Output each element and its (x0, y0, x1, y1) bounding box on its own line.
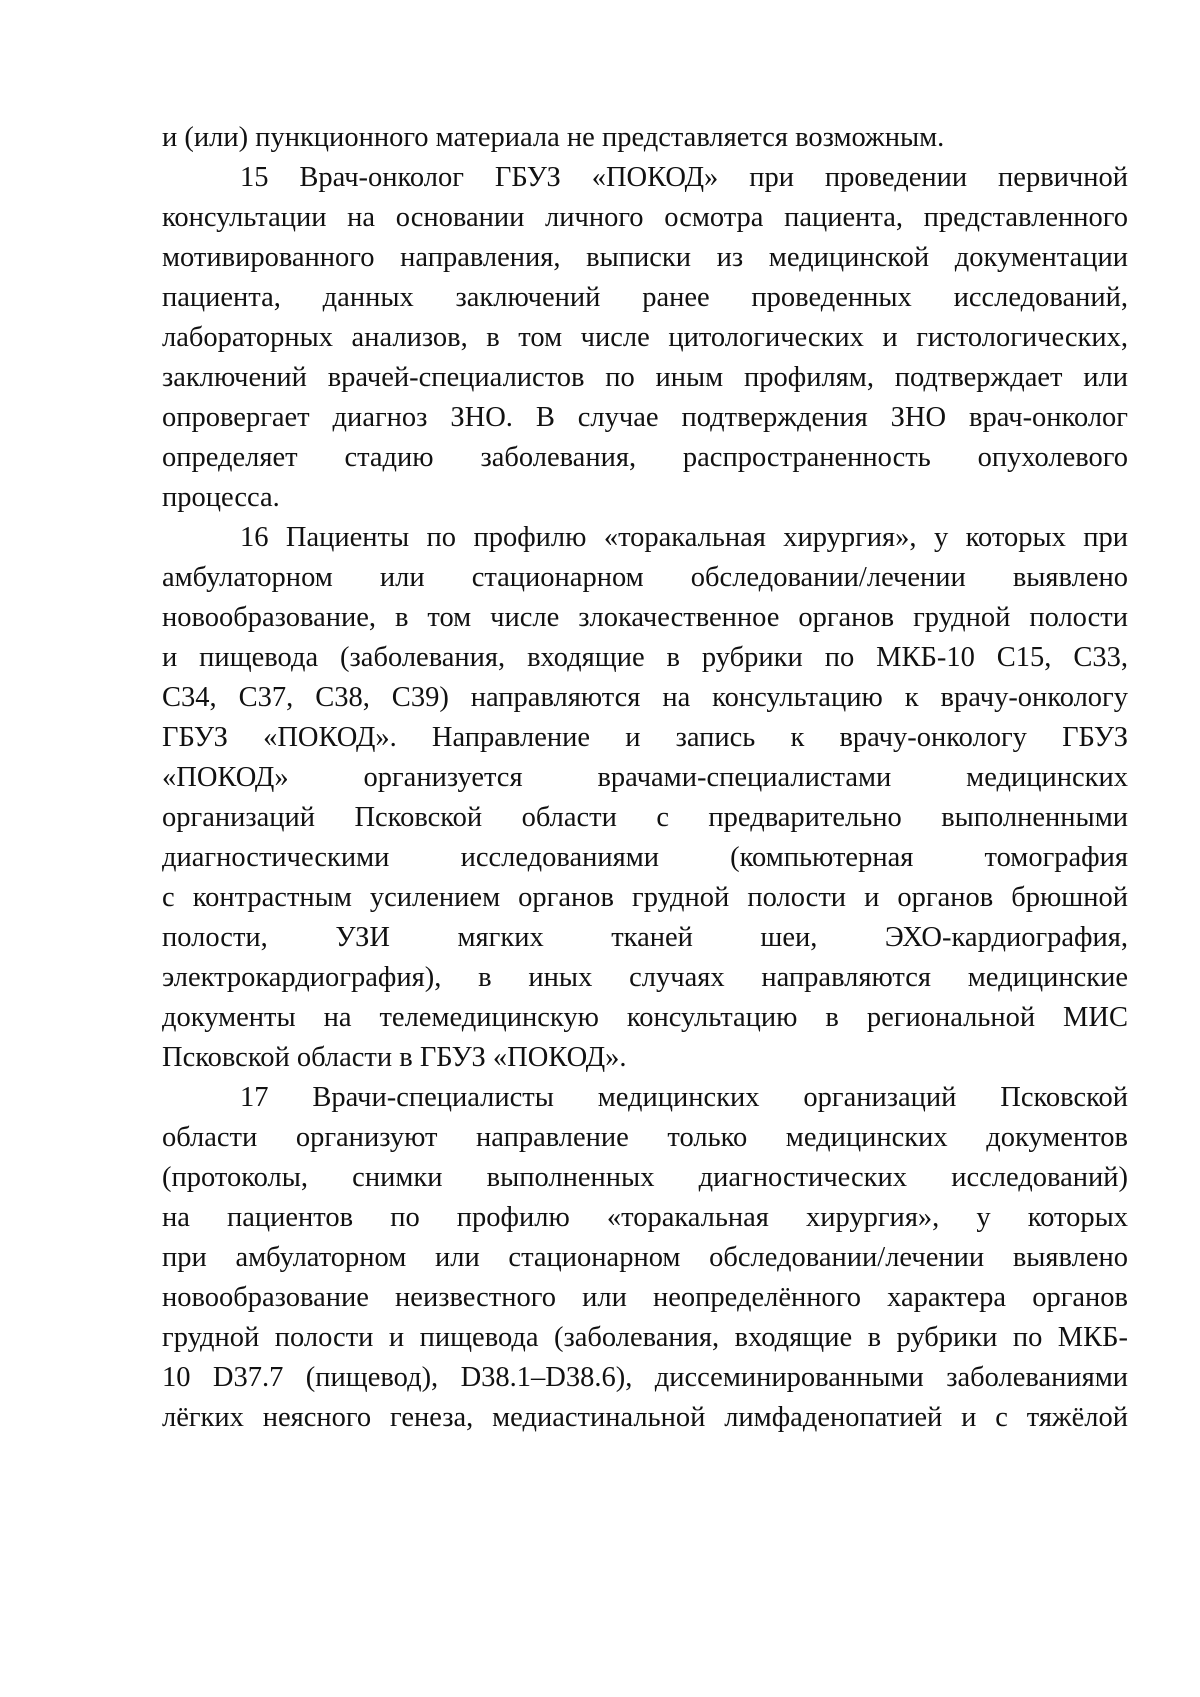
text-line: новообразование, в том числе злокачественное органов грудной полости (162, 602, 1128, 633)
text-line: организаций Псковской области с предварительно выполненными (162, 802, 1128, 833)
text-line: и (или) пункционного материала не представляется возможным. (162, 122, 945, 153)
text-line: лабораторных анализов, в том числе цитологических и гистологических, (162, 322, 1128, 353)
text-line: С34, С37, С38, С39) направляются на консультацию к врачу-онкологу (162, 682, 1128, 713)
paragraph-16-start: 16 Пациенты по профилю «торакальная хирургия», у которых при (240, 522, 1128, 553)
text-line: полости, УЗИ мягких тканей шеи, ЭХО-кардиография, (162, 922, 1128, 953)
text-line: амбулаторном или стационарном обследовании/лечении выявлено (162, 562, 1128, 593)
text-line: пациента, данных заключений ранее проведенных исследований, (162, 282, 1128, 313)
text-line: заключений врачей-специалистов по иным профилям, подтверждает или (162, 362, 1128, 393)
text-line: (протоколы, снимки выполненных диагностических исследований) (162, 1162, 1128, 1193)
text-line: мотивированного направления, выписки из медицинской документации (162, 242, 1128, 273)
text-line: 10 D37.7 (пищевод), D38.1–D38.6), диссеминированными заболеваниями (162, 1362, 1128, 1393)
paragraph-17-start: 17 Врачи-специалисты медицинских организаций Псковской (240, 1082, 1128, 1113)
text-line: при амбулаторном или стационарном обследовании/лечении выявлено (162, 1242, 1128, 1273)
text-line: электрокардиография), в иных случаях направляются медицинские (162, 962, 1128, 993)
text-line: диагностическими исследованиями (компьютерная томография (162, 842, 1128, 873)
text-line: и пищевода (заболевания, входящие в рубрики по МКБ-10 С15, С33, (162, 642, 1128, 673)
text-line: новообразование неизвестного или неопределённого характера органов (162, 1282, 1128, 1313)
text-line: с контрастным усилением органов грудной полости и органов брюшной (162, 882, 1128, 913)
paragraph-15-start: 15 Врач-онколог ГБУЗ «ПОКОД» при проведении первичной (240, 162, 1128, 193)
text-line: ГБУЗ «ПОКОД». Направление и запись к врачу-онкологу ГБУЗ (162, 722, 1128, 753)
text-line: консультации на основании личного осмотра пациента, представленного (162, 202, 1128, 233)
text-line: определяет стадию заболевания, распространенность опухолевого (162, 442, 1128, 473)
text-line: документы на телемедицинскую консультацию в региональной МИС (162, 1002, 1128, 1033)
text-line: грудной полости и пищевода (заболевания, входящие в рубрики по МКБ- (162, 1322, 1128, 1353)
text-line: процесса. (162, 482, 280, 513)
text-line: Псковской области в ГБУЗ «ПОКОД». (162, 1042, 627, 1073)
text-line: на пациентов по профилю «торакальная хирургия», у которых (162, 1202, 1128, 1233)
text-line: «ПОКОД» организуется врачами-специалистами медицинских (162, 762, 1128, 793)
text-line: области организуют направление только медицинских документов (162, 1122, 1128, 1153)
text-line: опровергает диагноз ЗНО. В случае подтверждения ЗНО врач-онколог (162, 402, 1128, 433)
text-line: лёгких неясного генеза, медиастинальной лимфаденопатией и с тяжёлой (162, 1402, 1128, 1433)
